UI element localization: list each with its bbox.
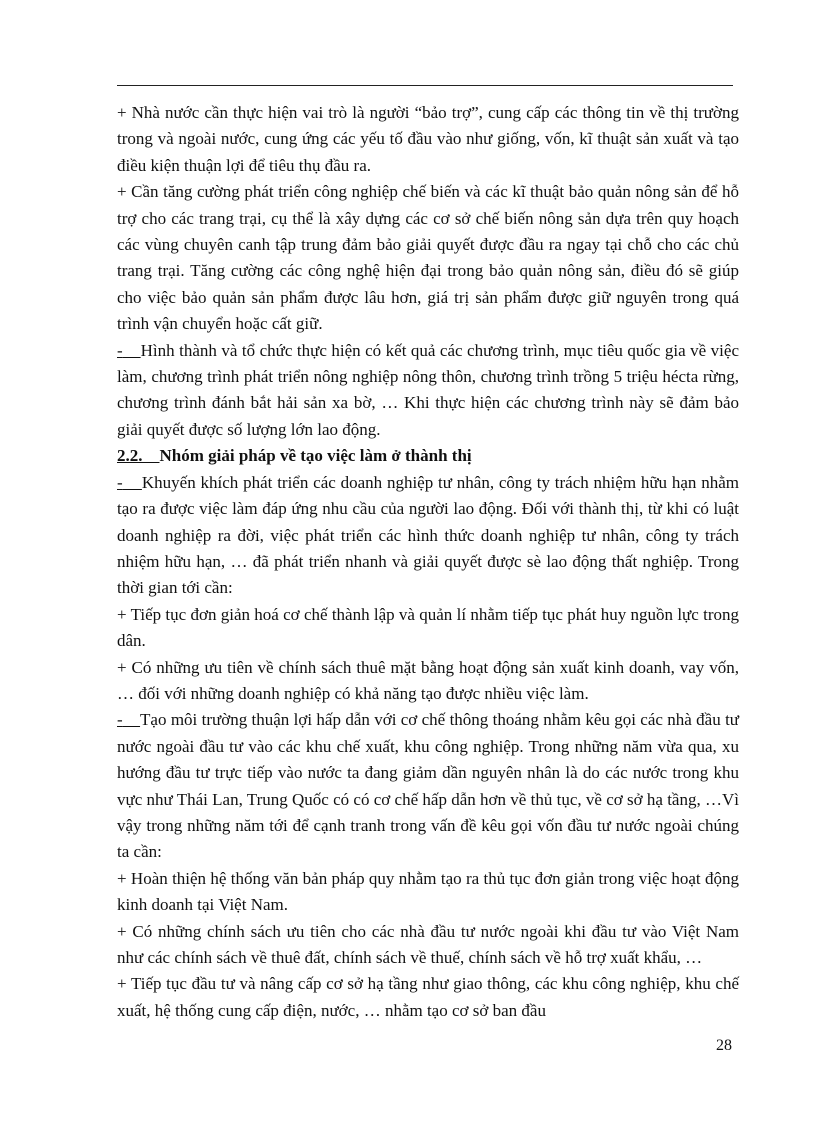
paragraph-text: Tạo môi trường thuận lợi hấp dẫn với cơ chế thông thoáng nhằm kêu gọi các nhà đầu tư nước ngoài đầu tư vào các khu chế xuất, khu công nghiệp. Trong những năm vừa qua, xu hướng đầu tư trực tiếp vào nước ta đang giảm dần nguyên nhân là do các nước trong khu vực như Thái Lan, Trung Quốc có có cơ chế hấp dẫn hơn về thủ tục, về cơ sở hạ tầng, …Vì vậy trong những năm tới để cạnh tranh trong vấn đề kêu gọi vốn đầu tư nước ngoài chúng ta cần: [117,710,739,862]
paragraph-plus: + Có những chính sách ưu tiên cho các nhà đầu tư nước ngoài khi đầu tư vào Việt Nam như các chính sách về thuê đất, chính sách về thuế, chính sách về hỗ trợ xuất khẩu, … [117,921,739,967]
page-number: 28 [716,1037,732,1054]
paragraph-plus: + Cần tăng cường phát triển công nghiệp chế biến và các kĩ thuật bảo quản nông sản để hỗ trợ cho các trang trại, cụ thể là xây dựng các cơ sở chế biến nông sản dựa trên quy hoạch các vùng chuyên canh tập trung đảm bảo giải quyết được đầu ra ngay tại chỗ cho các chủ trang trại. Tăng cường các công nghệ hiện đại trong bảo quản nông sản, điều đó sẽ giúp cho việc bảo quản sản phẩm được lâu hơn, giá trị sản phẩm được giữ nguyên trong quá trình vận chuyển hoặc cất giữ. [117,182,739,334]
paragraph-plus: + Hoàn thiện hệ thống văn bản pháp quy nhằm tạo ra thủ tục đơn giản trong việc hoạt động kinh doanh tại Việt Nam. [117,868,739,915]
dash-marker: - [117,472,123,492]
paragraph-text: Khuyến khích phát triển các doanh nghiệp tư nhân, công ty trách nhiệm hữu hạn nhằm tạo ra được việc làm đáp ứng nhu cầu của người lao động. Đối với thành thị, từ khi có luật doanh nghiệp ra đời, việc phát triển các hình thức doanh nghiệp tư nhân, công ty trách nhiệm hữu hạn, … đã phát triển nhanh và giải quyết được sè lao động thất nghiệp. Trong thời gian tới cần: [117,472,739,598]
section-number: 2.2. [117,446,143,466]
paragraph-text: Hình thành và tổ chức thực hiện có kết quả các chương trình, mục tiêu quốc gia về việc làm, chương trình phát triển nông nghiệp nông thôn, chương trình trồng 5 triệu hécta rừng, chương trình đánh bắt hải sản xa bờ, … Khi thực hiện các chương trình này sẽ đảm bảo giải quyết được số lượng lớn lao động. [117,340,739,439]
paragraph-plus: + Nhà nước cần thực hiện vai trò là người “bảo trợ”, cung cấp các thông tin về thị trường trong và ngoài nước, cung ứng các yếu tố đầu vào như giống, vốn, kĩ thuật sản xuất và tạo điều kiện thuận lợi để tiêu thụ đầu ra. [117,103,739,175]
section-heading [117,443,739,469]
paragraph-plus: + Tiếp tục đầu tư và nâng cấp cơ sở hạ tầng như giao thông, các khu công nghiệp, khu chế xuất, hệ thống cung cấp điện, nước, … nhằm tạo cơ sở ban đầu [117,974,739,1020]
paragraph-plus: + Tiếp tục đơn giản hoá cơ chế thành lập và quản lí nhằm tiếp tục phát huy nguồn lực trong dân. [117,604,739,651]
section-title: Nhóm giải pháp về tạo việc làm ở thành thị [159,446,472,466]
document-body [117,100,739,1024]
paragraph-dash [117,338,739,444]
paragraph-plus: + Có những ưu tiên về chính sách thuê mặt bằng hoạt động sản xuất kinh doanh, vay vốn, … đối với những doanh nghiệp có khả năng tạo được nhiều việc làm. [117,657,739,703]
paragraph-dash [117,707,739,865]
paragraph-dash [117,470,739,602]
header-rule [117,85,733,86]
dash-marker: - [117,710,123,730]
dash-marker: - [117,340,123,360]
